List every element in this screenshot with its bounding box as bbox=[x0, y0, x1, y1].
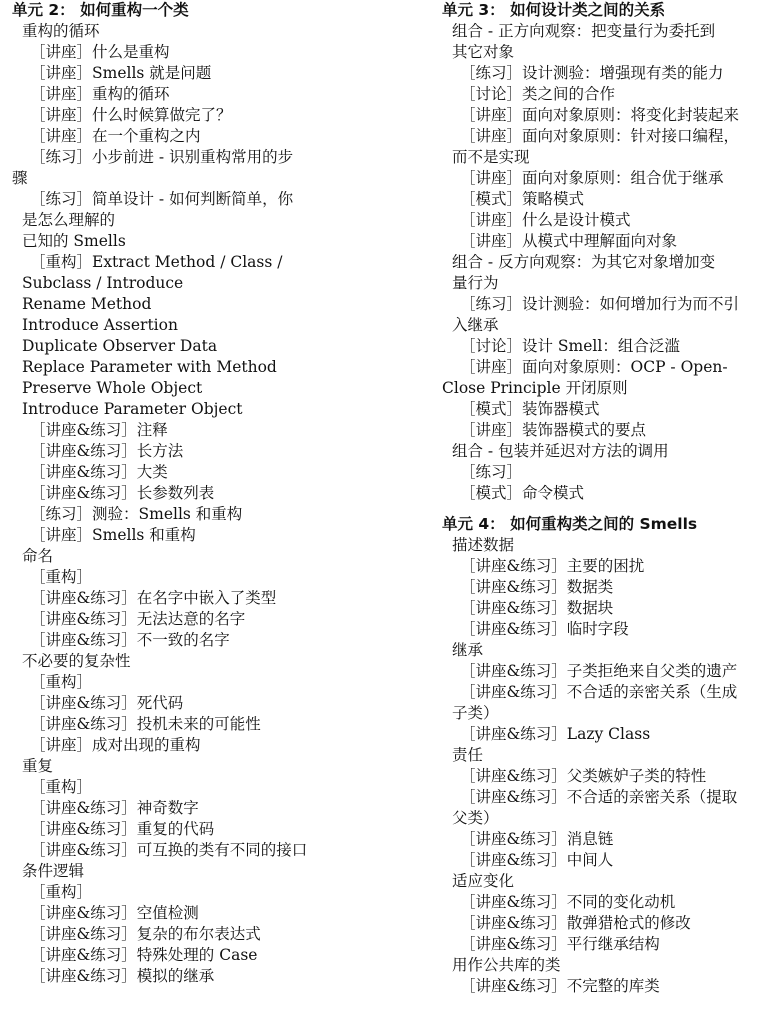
unit-4-title: 单元 4： 如何重构类之间的 Smells bbox=[442, 515, 698, 533]
right-column bbox=[442, 0, 776, 997]
outline-line: ［讲座&练习］在名字中嵌入了类型 bbox=[30, 589, 277, 607]
outline-line: ［练习］设计测验：如何增加行为而不引 bbox=[460, 295, 740, 313]
outline-line: ［讲座&练习］主要的困扰 bbox=[460, 557, 645, 575]
outline-line: ［讲座&练习］Lazy Class bbox=[460, 725, 651, 743]
outline-line: ［练习］小步前进 - 识别重构常用的步 bbox=[30, 148, 294, 166]
outline-line: 量行为 bbox=[452, 274, 499, 292]
outline-line: ［讲座&练习］散弹猎枪式的修改 bbox=[460, 914, 691, 932]
outline-line: ［讲座&练习］临时字段 bbox=[460, 620, 629, 638]
outline-line: ［重构］Extract Method / Class / bbox=[30, 253, 283, 271]
outline-line: ［讲座&练习］空值检测 bbox=[30, 904, 199, 922]
outline-line: ［讲座］面向对象原则：针对接口编程， bbox=[460, 127, 740, 145]
outline-line: ［模式］策略模式 bbox=[460, 190, 585, 208]
outline-line: 不必要的复杂性 bbox=[22, 652, 131, 670]
outline-line: 而不是实现 bbox=[452, 148, 530, 166]
outline-line: ［讲座&练习］可互换的类有不同的接口 bbox=[30, 841, 308, 859]
outline-line: ［重构］ bbox=[30, 568, 93, 586]
outline-line: Subclass / Introduce bbox=[22, 274, 184, 292]
outline-line: ［讲座&练习］不一致的名字 bbox=[30, 631, 230, 649]
outline-line: 骤 bbox=[12, 169, 28, 187]
outline-line: ［讲座&练习］长参数列表 bbox=[30, 484, 215, 502]
outline-line: ［练习］ bbox=[460, 463, 523, 481]
outline-line: 组合 - 包装并延迟对方法的调用 bbox=[452, 442, 669, 460]
outline-line: ［讲座&练习］神奇数字 bbox=[30, 799, 199, 817]
outline-line: ［讲座］什么是设计模式 bbox=[460, 211, 631, 229]
outline-line: ［讲座&练习］中间人 bbox=[460, 851, 614, 869]
unit-3-outline bbox=[442, 21, 776, 504]
outline-line: ［讲座&练习］不合适的亲密关系（提取 bbox=[460, 788, 738, 806]
outline-line: ［练习］测验：Smells 和重构 bbox=[30, 505, 243, 523]
outline-line: Rename Method bbox=[22, 295, 152, 313]
outline-line: ［练习］简单设计 - 如何判断简单，你 bbox=[30, 190, 294, 208]
outline-line: ［重构］ bbox=[30, 883, 93, 901]
outline-line: ［练习］设计测验：增强现有类的能力 bbox=[460, 64, 724, 82]
outline-line: ［讲座&练习］不同的变化动机 bbox=[460, 893, 676, 911]
outline-line: Close Principle 开闭原则 bbox=[442, 379, 628, 397]
unit-2-outline bbox=[12, 21, 442, 987]
outline-line: ［讲座&练习］子类拒绝来自父类的遗产 bbox=[460, 662, 738, 680]
outline-line: 入继承 bbox=[452, 316, 499, 334]
outline-line: ［模式］装饰器模式 bbox=[460, 400, 600, 418]
outline-line: ［讲座&练习］不完整的库类 bbox=[460, 977, 660, 995]
outline-line: ［重构］ bbox=[30, 778, 93, 796]
outline-line: ［讲座&练习］长方法 bbox=[30, 442, 184, 460]
outline-line: ［讲座&练习］重复的代码 bbox=[30, 820, 215, 838]
outline-line: Replace Parameter with Method bbox=[22, 358, 277, 376]
outline-line: ［讲座&练习］特殊处理的 Case bbox=[30, 946, 258, 964]
outline-line: ［讲座&练习］无法达意的名字 bbox=[30, 610, 246, 628]
outline-line: 是怎么理解的 bbox=[22, 211, 116, 229]
outline-line: 责任 bbox=[452, 746, 484, 764]
outline-line: Duplicate Observer Data bbox=[22, 337, 218, 355]
outline-line: ［讲座&练习］注释 bbox=[30, 421, 168, 439]
outline-line: ［重构］ bbox=[30, 673, 93, 691]
outline-line: ［讨论］类之间的合作 bbox=[460, 85, 616, 103]
outline-line: ［讲座&练习］大类 bbox=[30, 463, 168, 481]
outline-line: 重构的循环 bbox=[22, 22, 100, 40]
outline-line: ［讲座&练习］死代码 bbox=[30, 694, 184, 712]
outline-line: 继承 bbox=[452, 641, 484, 659]
outline-line: ［讲座&练习］数据块 bbox=[460, 599, 614, 617]
outline-line: ［讲座&练习］模拟的继承 bbox=[30, 967, 215, 985]
left-column bbox=[12, 0, 442, 987]
outline-line: ［讲座］在一个重构之内 bbox=[30, 127, 201, 145]
outline-line: 组合 - 正方向观察：把变量行为委托到 bbox=[452, 22, 716, 40]
outline-line: 其它对象 bbox=[452, 43, 515, 61]
outline-line: ［讨论］设计 Smell：组合泛滥 bbox=[460, 337, 680, 355]
outline-line: ［讲座&练习］复杂的布尔表达式 bbox=[30, 925, 261, 943]
outline-line: ［讲座］什么是重构 bbox=[30, 43, 170, 61]
unit-2-title: 单元 2： 如何重构一个类 bbox=[12, 1, 189, 19]
outline-line: ［讲座］成对出现的重构 bbox=[30, 736, 201, 754]
outline-line: ［讲座］从模式中理解面向对象 bbox=[460, 232, 678, 250]
outline-line: ［讲座&练习］数据类 bbox=[460, 578, 614, 596]
outline-line: 适应变化 bbox=[452, 872, 515, 890]
outline-line: ［讲座］装饰器模式的要点 bbox=[460, 421, 647, 439]
outline-line: ［讲座&练习］不合适的亲密关系（生成 bbox=[460, 683, 738, 701]
outline-line: 父类） bbox=[452, 809, 499, 827]
unit-4-outline bbox=[442, 535, 776, 997]
outline-line: ［讲座&练习］父类嫉妒子类的特性 bbox=[460, 767, 707, 785]
outline-line: ［讲座&练习］消息链 bbox=[460, 830, 614, 848]
outline-line: ［讲座］面向对象原则：OCP - Open- bbox=[460, 358, 728, 376]
outline-line: 组合 - 反方向观察：为其它对象增加变 bbox=[452, 253, 716, 271]
outline-line: Introduce Parameter Object bbox=[22, 400, 243, 418]
outline-line: 命名 bbox=[22, 547, 54, 565]
outline-line: Introduce Assertion bbox=[22, 316, 178, 334]
outline-line: 描述数据 bbox=[452, 536, 515, 554]
outline-line: ［讲座］什么时候算做完了？ bbox=[30, 106, 232, 124]
outline-line: 已知的 Smells bbox=[22, 232, 126, 250]
outline-line: ［讲座&练习］平行继承结构 bbox=[460, 935, 660, 953]
outline-line: ［模式］命令模式 bbox=[460, 484, 585, 502]
outline-line: ［讲座］Smells 就是问题 bbox=[30, 64, 212, 82]
outline-line: ［讲座&练习］投机未来的可能性 bbox=[30, 715, 261, 733]
outline-line: Preserve Whole Object bbox=[22, 379, 203, 397]
outline-line: ［讲座］重构的循环 bbox=[30, 85, 170, 103]
outline-line: 条件逻辑 bbox=[22, 862, 85, 880]
outline-line: ［讲座］面向对象原则：将变化封装起来 bbox=[460, 106, 740, 124]
outline-line: 重复 bbox=[22, 757, 54, 775]
unit-3-title: 单元 3： 如何设计类之间的关系 bbox=[442, 1, 666, 19]
outline-line: 用作公共库的类 bbox=[452, 956, 561, 974]
outline-line: ［讲座］Smells 和重构 bbox=[30, 526, 196, 544]
outline-line: 子类） bbox=[452, 704, 499, 722]
outline-line: ［讲座］面向对象原则：组合优于继承 bbox=[460, 169, 724, 187]
